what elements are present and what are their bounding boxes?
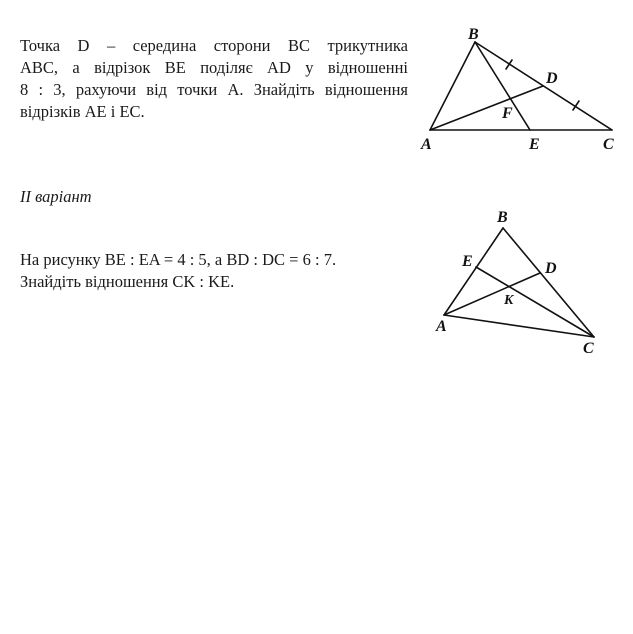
segment-ce — [476, 267, 594, 337]
problem-1-line-4: відрізків AE і EC. — [20, 102, 145, 121]
problem-2-line-2: Знайдіть відношення CK : KE. — [20, 272, 235, 291]
problem-1-line-1: Точка D – середина сторони BC трикутника — [20, 36, 408, 55]
label-f: F — [502, 105, 513, 122]
variant-heading: II варіант — [20, 187, 92, 206]
segment-ab — [430, 42, 475, 130]
triangle-figure-1 — [415, 22, 625, 157]
label-b: B — [468, 26, 479, 43]
label-a: A — [421, 136, 432, 153]
problem-1-line-3: 8 : 3, рахуючи від точки A. Знайдіть відношення — [20, 80, 408, 99]
problem-1-line-2: ABC, а відрізок BE поділяє AD у відношенні — [20, 58, 408, 77]
label-k: K — [504, 293, 514, 308]
problem-2-line-1: На рисунку BE : EA = 4 : 5, а BD : DC = 6 : 7. — [20, 250, 337, 269]
label-b: B — [497, 209, 508, 226]
label-c: C — [583, 340, 594, 357]
label-e: E — [462, 253, 473, 270]
problem-2-text — [20, 249, 420, 293]
label-c: C — [603, 136, 614, 153]
label-a: A — [436, 318, 447, 335]
label-d: D — [546, 70, 558, 87]
segment-ac — [444, 315, 594, 337]
triangle-figure-2 — [430, 205, 610, 360]
problem-1-text — [20, 35, 408, 123]
label-d: D — [545, 260, 557, 277]
label-e: E — [529, 136, 540, 153]
